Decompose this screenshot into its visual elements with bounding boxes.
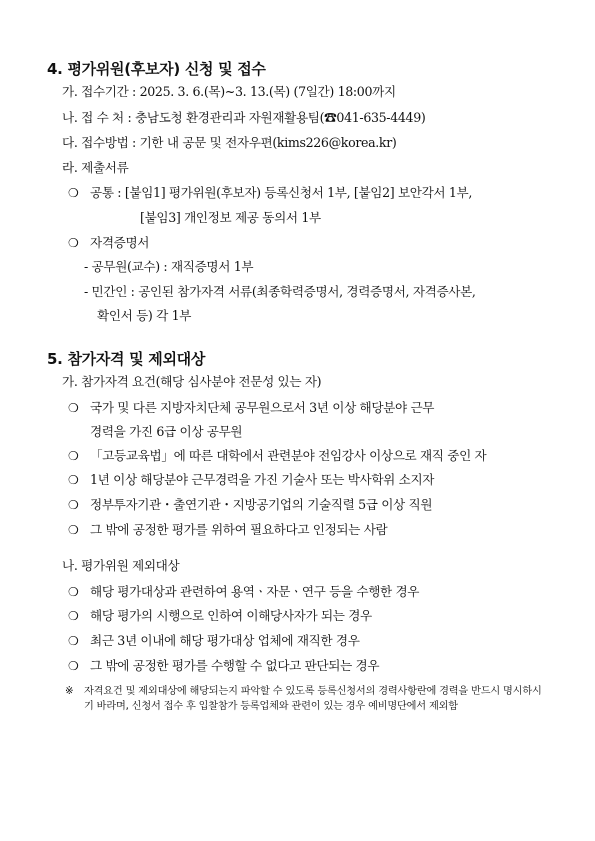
exclusion-item (68, 658, 379, 674)
qualification-item (68, 497, 432, 513)
bullet-icon: ❍ (68, 523, 79, 537)
bullet-icon: ❍ (68, 585, 79, 599)
section-5-title: 5. 참가자격 및 제외대상 (47, 350, 206, 368)
certificate-private-line1: - 민간인 : 공인된 참가자격 서류(최종학력증명서, 경력증명서, 자격증사본, (84, 284, 476, 299)
documents-label: 라. 제출서류 (62, 160, 129, 175)
bullet-icon: ❍ (68, 634, 79, 648)
qualification-item (68, 522, 387, 538)
qualification-item-text: 「고등교육법」에 따른 대학에서 관련분야 전임강사 이상으로 재직 중인 자 (90, 448, 487, 463)
application-period: 가. 접수기간 : 2025. 3. 6.(목)~3. 13.(목) (7일간) 18:00까지 (62, 84, 396, 99)
bullet-icon: ❍ (68, 659, 79, 673)
qualification-item (68, 400, 434, 416)
documents-common-line2: [붙임3] 개인정보 제공 동의서 1부 (140, 210, 321, 225)
bullet-icon: ❍ (68, 186, 79, 200)
exclusion-item-text: 해당 평가대상과 관련하여 용역ㆍ자문ㆍ연구 등을 수행한 경우 (90, 584, 420, 599)
bullet-icon: ❍ (68, 609, 79, 623)
qualification-item (68, 448, 486, 464)
qualification-item-text: 그 밖에 공정한 평가를 위하여 필요하다고 인정되는 사람 (90, 522, 388, 537)
bullet-icon: ❍ (68, 401, 79, 415)
qualification-item-text: 1년 이상 해당분야 근무경력을 가진 기술사 또는 박사학위 소지자 (90, 472, 435, 487)
certificate-public: - 공무원(교수) : 재직증명서 1부 (84, 259, 254, 274)
qualification-label: 가. 참가자격 요건(해당 심사분야 전문성 있는 자) (62, 374, 322, 389)
certificate-private-line2: 확인서 등) 각 1부 (97, 308, 192, 323)
exclusion-item-text: 그 밖에 공정한 평가를 수행할 수 없다고 판단되는 경우 (90, 658, 380, 673)
bullet-icon: ❍ (68, 498, 79, 512)
bullet-icon: ❍ (68, 236, 79, 250)
qualification-item-text: 정부투자기관・출연기관・지방공기업의 기술직렬 5급 이상 직원 (90, 497, 433, 512)
section-4-title: 4. 평가위원(후보자) 신청 및 접수 (47, 60, 266, 78)
exclusion-item-text: 최근 3년 이내에 해당 평가대상 업체에 재직한 경우 (90, 633, 360, 648)
exclusion-item (68, 633, 360, 649)
bullet-icon: ❍ (68, 473, 79, 487)
qualification-item (68, 472, 434, 488)
documents-common-text: 공통 : [붙임1] 평가위원(후보자) 등록신청서 1부, [붙임2] 보안각서 1부, (90, 185, 473, 200)
qualification-item-text: 국가 및 다른 지방자치단체 공무원으로서 3년 이상 해당분야 근무 (90, 400, 435, 415)
certificate-label (68, 235, 149, 251)
footnote (65, 684, 550, 714)
exclusion-item-text: 해당 평가의 시행으로 인하여 이해당사자가 되는 경우 (90, 608, 372, 623)
exclusion-item (68, 584, 419, 600)
documents-common-line1 (68, 185, 472, 201)
exclusion-item (68, 608, 372, 624)
bullet-icon: ❍ (68, 449, 79, 463)
application-method: 다. 접수방법 : 기한 내 공문 및 전자우편(kims226@korea.kr) (62, 135, 397, 150)
reference-mark-icon: ※ (65, 686, 74, 697)
footnote-text: 자격요건 및 제외대상에 해당되는지 파악할 수 있도록 등록신청서의 경력사항란에 경력을 반드시 명시하시기 바라며, 신청서 접수 후 입찰참가 등록업체와 관련이 있는 경우 예비명단에서 제외함 (84, 686, 542, 712)
certificate-label-text: 자격증명서 (90, 235, 150, 250)
exclusion-label: 나. 평가위원 제외대상 (62, 558, 180, 573)
qualification-item-continuation: 경력을 가진 6급 이상 공무원 (90, 424, 243, 439)
application-office: 나. 접 수 처 : 충남도청 환경관리과 자원재활용팀(☎041-635-4449) (62, 110, 426, 125)
